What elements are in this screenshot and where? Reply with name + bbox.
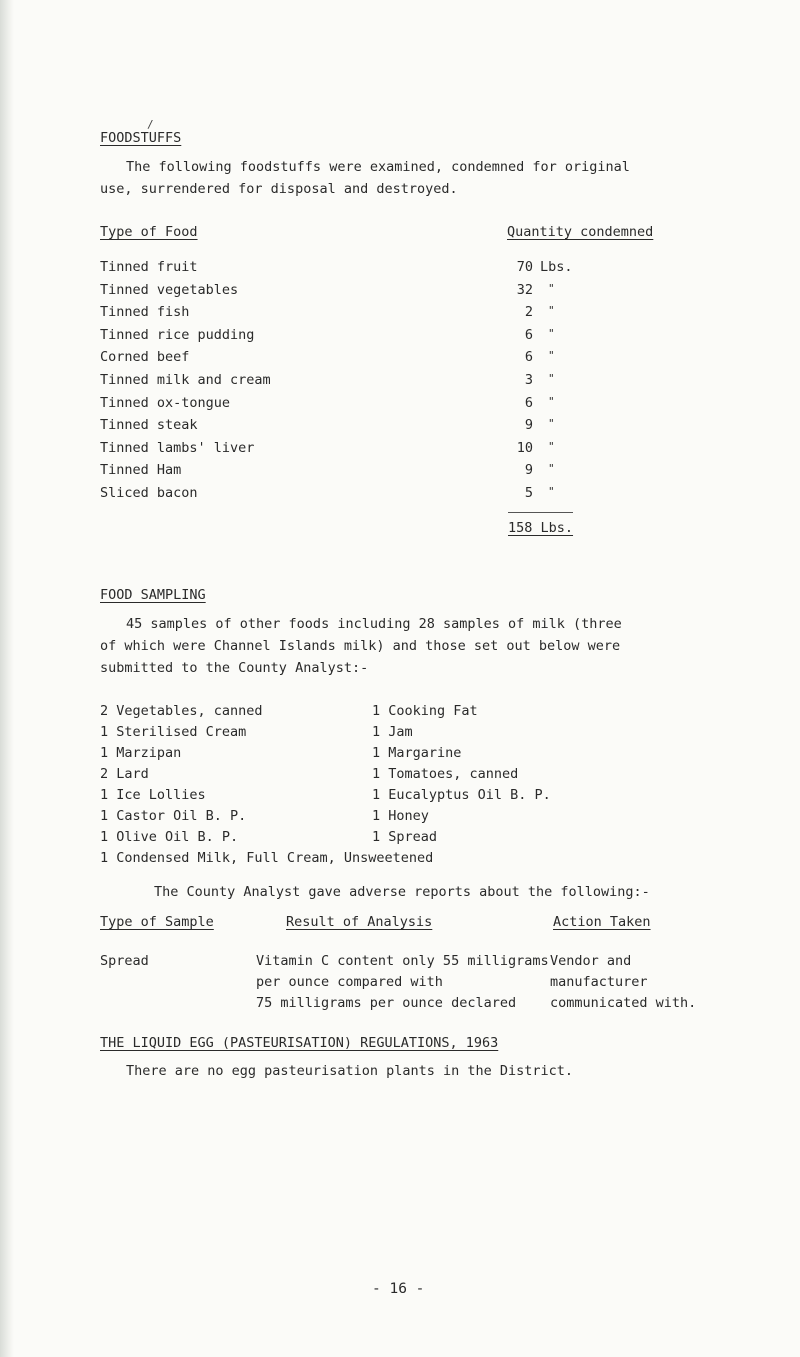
intro-line-1: The following foodstuffs were examined, condemned for original [126, 159, 630, 175]
condemned-quantity: 9 [524, 417, 533, 433]
condemned-food: Tinned fish [100, 304, 190, 320]
condemned-food: Tinned vegetables [100, 282, 239, 298]
condemned-quantity: 32 [516, 282, 533, 298]
condemned-unit: " [548, 485, 555, 498]
sample-item: 2 Lard [100, 766, 149, 782]
liquid-egg-heading: THE LIQUID EGG (PASTEURISATION) REGULATIONS, 1963 [100, 1035, 499, 1051]
col-type-of-food: Type of Food [100, 224, 198, 240]
total-rule [508, 512, 573, 513]
condemned-quantity: 10 [516, 440, 533, 456]
condemned-food: Tinned ox-tongue [100, 395, 231, 411]
condemned-unit: Lbs. [540, 259, 573, 275]
condemned-food: Tinned rice pudding [100, 327, 255, 343]
condemned-quantity: 3 [524, 372, 533, 388]
sample-item: 1 Eucalyptus Oil B. P. [372, 787, 551, 803]
condemned-food: Tinned milk and cream [100, 372, 271, 388]
scan-shadow-edge [0, 0, 14, 1357]
adverse-action-line-3: communicated with. [550, 995, 697, 1011]
sample-item: 1 Castor Oil B. P. [100, 808, 247, 824]
adverse-result-line-1: Vitamin C content only 55 milligrams [256, 953, 549, 969]
sample-item: 1 Ice Lollies [100, 787, 206, 803]
condemned-unit: " [548, 462, 555, 475]
condemned-quantity: 6 [524, 395, 533, 411]
col-type-of-sample: Type of Sample [100, 914, 214, 930]
adverse-result-line-3: 75 milligrams per ounce declared [256, 995, 517, 1011]
condemned-food: Tinned Ham [100, 462, 182, 478]
sample-item: 1 Spread [372, 829, 438, 845]
pen-mark: / [147, 118, 154, 131]
foodstuffs-heading: FOODSTUFFS [100, 130, 182, 146]
condemned-unit: " [548, 349, 555, 362]
condemned-unit: " [548, 304, 555, 317]
condemned-quantity: 9 [524, 462, 533, 478]
sampling-line-1: 45 samples of other foods including 28 samples of milk (three [126, 616, 622, 632]
col-quantity-condemned: Quantity condemned [507, 224, 654, 240]
condemned-food: Corned beef [100, 349, 190, 365]
sample-item: 1 Condensed Milk, Full Cream, Unsweetened [100, 850, 434, 866]
condemned-food: Tinned fruit [100, 259, 198, 275]
adverse-sample-type: Spread [100, 953, 149, 969]
sample-item: 1 Marzipan [100, 745, 182, 761]
food-sampling-heading: FOOD SAMPLING [100, 587, 206, 603]
sample-item: 1 Sterilised Cream [100, 724, 247, 740]
condemned-unit: " [548, 327, 555, 340]
sample-item: 1 Honey [372, 808, 429, 824]
condemned-quantity: 2 [524, 304, 533, 320]
page-number: - 16 - [372, 1281, 425, 1297]
adverse-action-line-1: Vendor and [550, 953, 632, 969]
sample-item: 1 Cooking Fat [372, 703, 478, 719]
liquid-egg-text: There are no egg pasteurisation plants in the District. [126, 1063, 574, 1079]
condemned-unit: " [548, 395, 555, 408]
condemned-quantity: 5 [524, 485, 533, 501]
condemned-quantity: 70 [516, 259, 533, 275]
condemned-total: 158 Lbs. [508, 520, 574, 536]
condemned-unit: " [548, 417, 555, 430]
sample-item: 1 Tomatoes, canned [372, 766, 519, 782]
adverse-intro: The County Analyst gave adverse reports about the following:- [154, 884, 650, 900]
condemned-food: Tinned lambs' liver [100, 440, 255, 456]
adverse-action-line-2: manufacturer [550, 974, 648, 990]
sample-item: 1 Olive Oil B. P. [100, 829, 239, 845]
col-action-taken: Action Taken [553, 914, 651, 930]
adverse-result-line-2: per ounce compared with [256, 974, 443, 990]
condemned-food: Sliced bacon [100, 485, 198, 501]
col-result-of-analysis: Result of Analysis [286, 914, 433, 930]
sampling-line-3: submitted to the County Analyst:- [100, 660, 369, 676]
sample-item: 1 Margarine [372, 745, 462, 761]
intro-line-2: use, surrendered for disposal and destroyed. [100, 181, 458, 197]
sample-item: 2 Vegetables, canned [100, 703, 263, 719]
condemned-food: Tinned steak [100, 417, 198, 433]
condemned-unit: " [548, 282, 555, 295]
condemned-quantity: 6 [524, 327, 533, 343]
sampling-line-2: of which were Channel Islands milk) and those set out below were [100, 638, 621, 654]
condemned-unit: " [548, 440, 555, 453]
condemned-unit: " [548, 372, 555, 385]
condemned-quantity: 6 [524, 349, 533, 365]
sample-item: 1 Jam [372, 724, 413, 740]
